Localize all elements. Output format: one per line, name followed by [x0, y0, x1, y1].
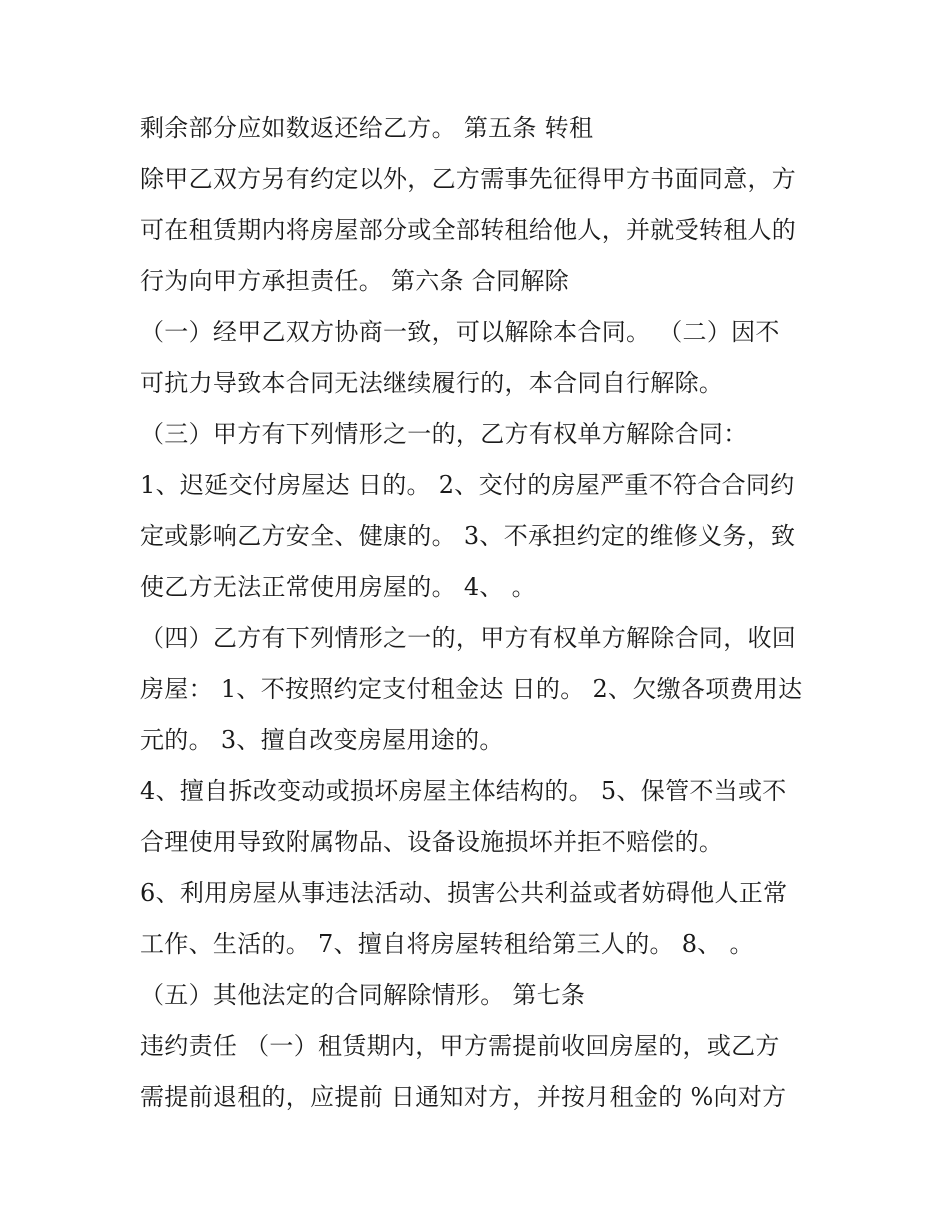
text-line: 违约责任 （一）租赁期内，甲方需提前收回房屋的，或乙方	[140, 1032, 780, 1060]
text-line: 需提前退租的，应提前 日通知对方，并按月租金的 %向对方	[140, 1083, 787, 1111]
text-line: （一）经甲乙双方协商一致，可以解除本合同。 （二）因不	[140, 318, 780, 346]
text-line: 使乙方无法正常使用房屋的。 4、 。	[140, 573, 536, 601]
text-line: 可在租赁期内将房屋部分或全部转租给他人，并就受转租人的	[140, 216, 797, 244]
text-line: 元的。 3、擅自改变房屋用途的。	[140, 726, 504, 754]
text-line: 1、迟延交付房屋达 日的。 2、交付的房屋严重不符合合同约	[140, 471, 795, 499]
text-line: 剩余部分应如数返还给乙方。 第五条 转租	[140, 114, 594, 142]
text-line: 行为向甲方承担责任。 第六条 合同解除	[140, 267, 569, 295]
text-line: （五）其他法定的合同解除情形。 第七条	[140, 981, 586, 1009]
text-line: （四）乙方有下列情形之一的，甲方有权单方解除合同，收回	[140, 624, 797, 652]
text-line: 可抗力导致本合同无法继续履行的，本合同自行解除。	[140, 369, 724, 397]
text-line: 合理使用导致附属物品、设备设施损坏并拒不赔偿的。	[140, 828, 724, 856]
text-line: （三）甲方有下列情形之一的，乙方有权单方解除合同：	[140, 420, 748, 448]
text-line: 房屋： 1、不按照约定支付租金达 日的。 2、欠缴各项费用达	[140, 675, 803, 703]
text-line: 定或影响乙方安全、健康的。 3、不承担约定的维修义务，致	[140, 522, 796, 550]
text-line: 除甲乙双方另有约定以外，乙方需事先征得甲方书面同意，方	[140, 165, 797, 193]
text-line: 4、擅自拆改变动或损坏房屋主体结构的。 5、保管不当或不	[140, 777, 787, 805]
document-body	[140, 108, 830, 1128]
text-line: 6、利用房屋从事违法活动、损害公共利益或者妨碍他人正常	[140, 879, 788, 907]
text-line: 工作、生活的。 7、擅自将房屋转租给第三人的。 8、 。	[140, 930, 754, 958]
